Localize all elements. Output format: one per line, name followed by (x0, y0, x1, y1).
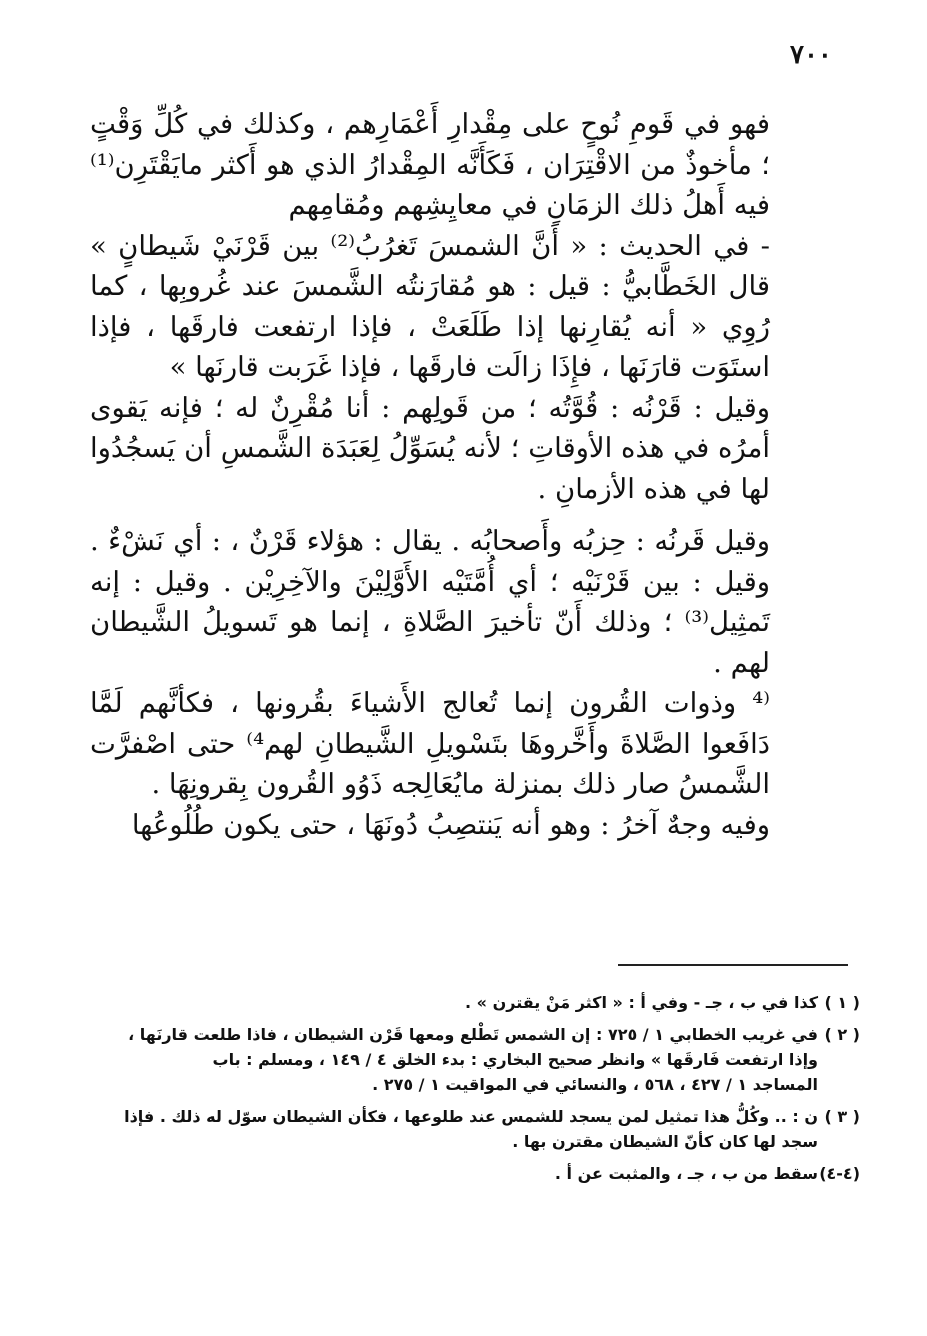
footnote-line: كذا في ب ، جـ - وفي أ : « اكثر مَنْ يقترن » . (465, 993, 818, 1012)
footnote-text (110, 1104, 818, 1154)
footnote-3 (110, 1104, 860, 1154)
page-number: ٧٠٠ (790, 40, 832, 70)
footnote-line: في غريب الخطابي ١ / ٧٢٥ : إن الشمس تَطْلع ومعها قَرْن الشيطان ، فاذا طلعت قارنَها ، (128, 1025, 818, 1044)
footnote-line: المساجد ١ / ٤٢٧ ، ٥٦٨ ، والنسائي في المواقيت ١ / ٢٧٥ . (372, 1075, 818, 1094)
footnote-marker: ( ٢ ) (824, 1025, 860, 1044)
footnote-marker: (٤-٤) (819, 1164, 860, 1183)
footnote-line: وإذا ارتفعت فَارقَها » وانظر صحيح البخاري : بدء الخلق ٤ / ١٤٩ ، ومسلم : باب (212, 1050, 818, 1069)
footnote-marker: ( ٣ ) (824, 1107, 860, 1126)
footnote-separator (618, 964, 848, 966)
paragraph-4: وقيل قَرنُه : حِزبُه وأَصحابُه . يقال : هؤلاء قَرْنٌ ، : أي نَشْءٌ . وقيل : بين قَرْنَيْه ؛ أي أُمَّتَيْه الأَوَّلِيْنَ والآخِرِيْن . وقيل : إنه تَمثِيل⁽³⁾ ؛ وذلك أَنّ تأخيرَ الصَّلاةِ ، إنما هو تَسويلُ الشَّيطان لهم . (90, 525, 770, 679)
footnote-text (110, 1161, 818, 1186)
footnote-line: ن : .. وكُلُّ هذا تمثيل لمن يسجد للشمس عند طلوعها ، فكأن الشيطان سوّل له ذلك . فإذا (124, 1107, 818, 1126)
paragraph-6: وفيه وجهٌ آخرُ : وهو أنه يَنتصِبُ دُونَهَا ، حتى يكون طُلُوعُها (131, 808, 770, 841)
footnote-4 (110, 1161, 860, 1186)
paragraph-1: فهو في قَومِ نُوحٍ على مِقْدارِ أَعْمَارِهم ، وكذلك في كُلِّ وَقْتٍ ؛ مأخوذٌ من الاقْتِرَان ، فَكَأَنَّه المِقْدارُ الذي هو أَكثر مايَقْتَرِن⁽¹⁾ فيه أَهلُ ذلك الزمَانِ في معايِشِهم ومُقامِهم (90, 108, 770, 221)
paragraph-3: وقيل : قَرْنُه : قُوَّتُه ؛ من قَولِهم : أنا مُقْرِنٌ له ؛ فإنه يَقوى أمرُه في هذه الأوقاتِ ؛ لأنه يُسَوِّلُ لِعَبَدَة الشَّمسِ أن يَسجُدُوا لها في هذه الأزمانِ . (90, 391, 770, 505)
footnote-text (110, 990, 818, 1015)
footnote-text (110, 1022, 818, 1097)
footnotes (110, 990, 860, 1193)
footnote-1 (110, 990, 860, 1015)
main-text (90, 104, 770, 845)
footnote-line: سقط من ب ، جـ ، والمثبت عن أ . (554, 1164, 818, 1183)
paragraph-2: - في الحديث : « أَنَّ الشمسَ تَغرُبُ⁽²⁾ بين قَرْنَيْ شَيطانٍ » قال الخَطَّابيُّ : قيل : هو مُقارَنتُه الشَّمسَ عند غُروبِها ، كما رُوِي « أنه يُقارِنها إذا طَلَعَتْ ، فإذا ارتفعت فارقَها ، فإذا استَوَت قارَنَها ، فإِذَا زالَت فارقَها ، فإذا غَرَبت قارنَها » (90, 229, 770, 383)
paragraph-5: ⁽⁴ وذوات القُرون إنما تُعالج الأَشياءَ بقُرونها ، فكأنَّهم لَمَّا دَافَعوا الصَّلاةَ وأَخَّروهَا بتَسْويلِ الشَّيطانِ لهم⁴⁾ حتى اصْفرَّت الشَّمسُ صار ذلك بمنزلة مايُعَالِجه ذَوُو القُرون بِقرونِهَا . (90, 687, 770, 800)
footnote-2 (110, 1022, 860, 1097)
footnote-line: سجد لها كان كأنّ الشيطان مقترن بها . (512, 1132, 818, 1151)
footnote-marker: ( ١ ) (824, 993, 860, 1012)
